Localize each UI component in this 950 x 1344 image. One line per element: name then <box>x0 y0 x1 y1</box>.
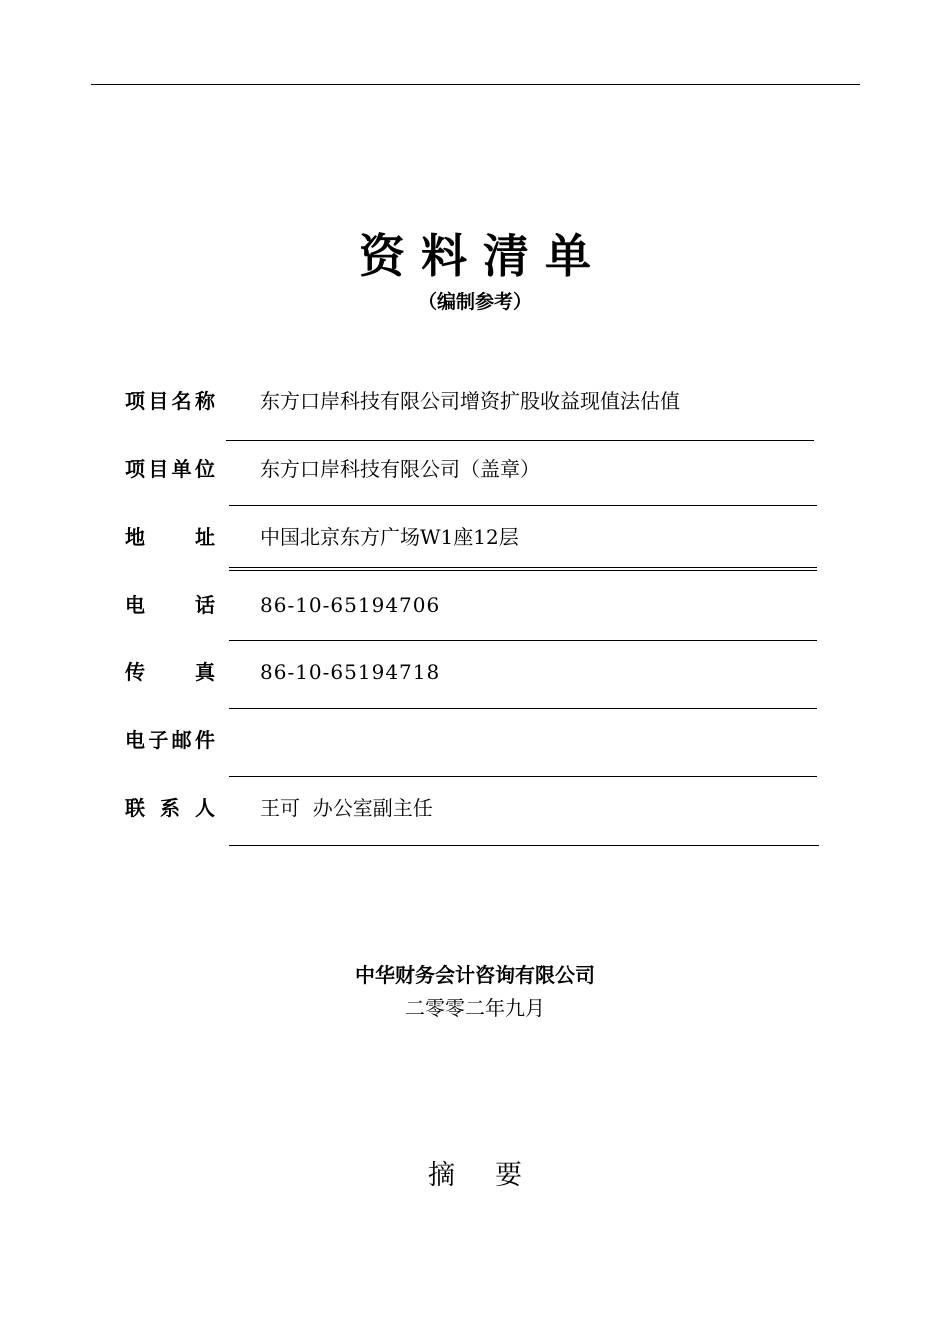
abstract-heading: 摘要 <box>428 1160 562 1191</box>
document-date: 二零零二年九月 <box>405 996 545 1020</box>
field-value-project-unit: 东方口岸科技有限公司（盖章） <box>260 457 540 481</box>
field-row-phone <box>0 588 950 622</box>
field-label-email: 电子邮件 <box>125 728 215 752</box>
field-rule <box>226 440 814 441</box>
field-label-fax: 传 真 <box>125 660 215 684</box>
header-rule <box>91 84 860 85</box>
field-row-address <box>0 520 950 554</box>
field-rule <box>229 708 817 709</box>
field-row-fax <box>0 655 950 689</box>
document-title: 资料清单 <box>359 229 607 283</box>
field-label-contact: 联 系 人 <box>125 796 215 820</box>
field-label-project-unit: 项目单位 <box>125 457 215 481</box>
field-value-address: 中国北京东方广场W1座12层 <box>260 525 519 549</box>
field-label-address: 地 址 <box>125 525 215 549</box>
field-label-project-name: 项目名称 <box>125 389 215 413</box>
field-row-project-unit <box>0 452 950 486</box>
field-row-contact <box>0 791 950 825</box>
field-value-phone: 86-10-65194706 <box>260 593 441 617</box>
field-value-project-name: 东方口岸科技有限公司增资扩股收益现值法估值 <box>260 389 680 413</box>
document-subtitle: （编制参考） <box>417 291 532 313</box>
field-row-email <box>0 723 950 757</box>
field-rule <box>229 845 819 846</box>
field-rule <box>229 640 817 641</box>
field-rule <box>229 776 817 777</box>
field-value-fax: 86-10-65194718 <box>260 660 441 684</box>
field-rule <box>229 505 817 506</box>
field-label-phone: 电 话 <box>125 593 215 617</box>
field-value-contact: 王可 办公室副主任 <box>260 796 433 820</box>
field-row-project-name <box>0 384 950 418</box>
field-rule-double <box>229 567 817 571</box>
company-name: 中华财务会计咨询有限公司 <box>355 963 595 987</box>
